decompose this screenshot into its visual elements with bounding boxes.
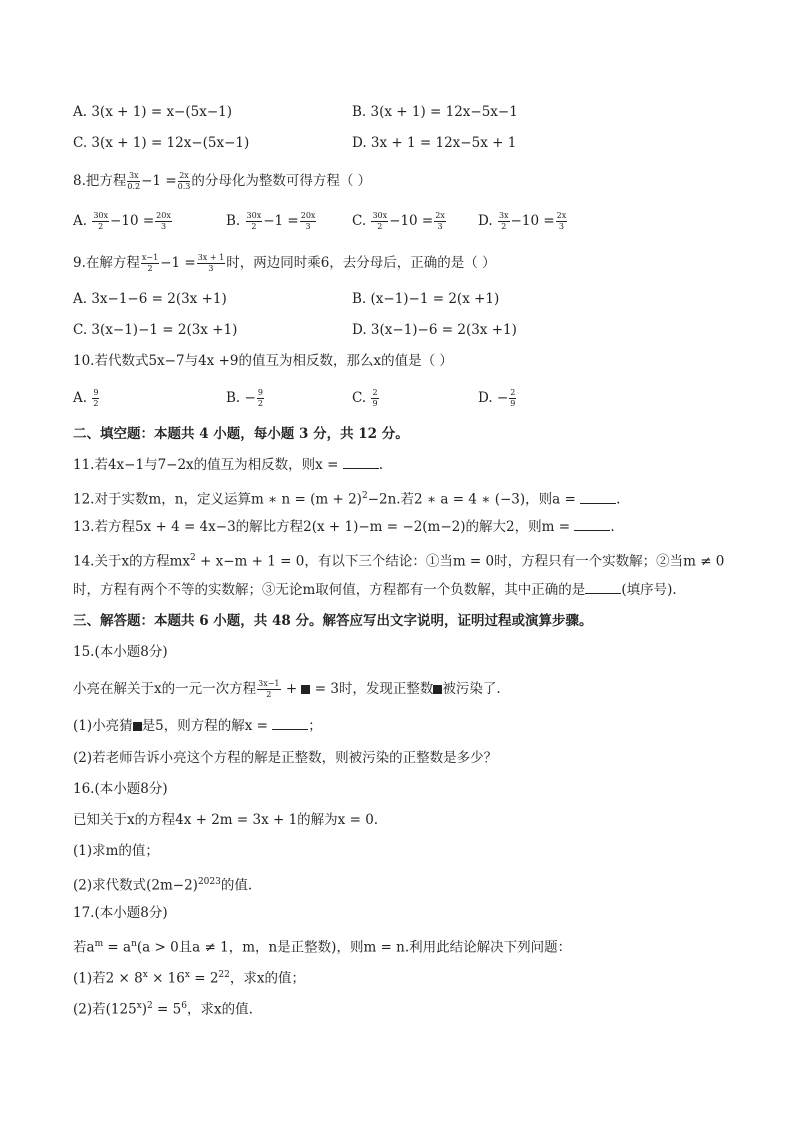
q9-option-c: C. 3(x−1)−1 = 2(3x +1) [73, 322, 238, 338]
q9-stem: 9.在解方程 $\frac{x-1}{2}$ −1 = $\frac{3x + 1}{3}$ 时，两边同时乘6，去分母后，正确的是（ ） [73, 253, 496, 273]
q15-part-2: (2)若老师告诉小亮这个方程的解是正整数，则被污染的正整数是多少？ [73, 750, 498, 766]
q16-stem: 已知关于x的方程4x + 2m = 3x + 1的解为x = 0. [73, 812, 379, 828]
q16-part-1: (1)求m的值； [73, 843, 159, 859]
q14-blank[interactable] [585, 581, 621, 594]
q8-option-c: C. $\frac{30x}{2}$ −10 = $\frac{2x}{3}$ [352, 211, 445, 231]
q9-option-b: B. (x−1)−1 = 2(x +1) [352, 291, 500, 307]
q13: 13.若方程5x + 4 = 4x−3的解比方程2(x + 1)−m = −2(m−2)的解大2，则m = . [73, 519, 615, 535]
q17-part-1: (1)若$2 \times 8^x \times 16^x = 2^{22}$，求x的值； [73, 970, 305, 987]
q15-title: 15.(本小题8分) [73, 644, 168, 660]
q12-blank[interactable] [580, 491, 616, 504]
q15-blank[interactable] [272, 717, 308, 730]
q8-fraction-2: $\frac{2x}{0.3}$ [177, 171, 191, 191]
q14-line-2: 时，方程有两个不等的实数解；③无论m取何值，方程都有一个负数解，其中正确的是 (填序号). [73, 582, 677, 598]
q16-title: 16.(本小题8分) [73, 781, 168, 797]
q17-part-2: (2)若$(125^x)^2 = 5^6$，求x的值. [73, 1001, 253, 1018]
q10-option-b: B. − $\frac{9}{2}$ [226, 388, 263, 408]
q17-title: 17.(本小题8分) [73, 905, 168, 921]
q17-stem: 若$a^m = a^n(a > 0$且a ≠ 1，m，n是正整数)，则m = n.利用此结论解决下列问题： [73, 939, 572, 956]
q8-option-b: B. $\frac{30x}{2}$ −1 = $\frac{20x}{3}$ [226, 211, 316, 231]
q7-option-a: A. 3(x + 1) = x−(5x−1) [73, 104, 233, 120]
q13-blank[interactable] [574, 518, 610, 531]
q12: 12.对于实数m，n，定义运算m ∗ $n = (m + 2)^2-2n$.若2 ∗ a = 4 ∗ (−3)，则a = . [73, 491, 621, 508]
q7-option-c: C. 3(x + 1) = 12x−(5x−1) [73, 135, 250, 151]
q9-option-a: A. 3x−1−6 = 2(3x +1) [73, 291, 227, 307]
section-3-heading: 三、解答题：本题共 6 小题，共 48 分。解答应写出文字说明，证明过程或演算步骤。 [73, 613, 593, 629]
section-2-heading: 二、填空题：本题共 4 小题，每小题 3 分，共 12 分。 [73, 426, 409, 442]
q7-option-b: B. 3(x + 1) = 12x−5x−1 [352, 104, 518, 120]
q7-option-d: D. 3x + 1 = 12x−5x + 1 [352, 135, 517, 151]
q15-part-1: (1)小亮猜 是5，则方程的解x = ； [73, 718, 322, 734]
q9-option-d: D. 3(x−1)−6 = 2(3x +1) [352, 322, 517, 338]
q15-stem: 小亮在解关于x的一元一次方程 $\frac{3x-1}{2}$ + = 3时，发现正整数 被污染了. [73, 679, 501, 699]
q10-option-a: A. $\frac{9}{2}$ [73, 388, 99, 408]
q10-stem: 10.若代数式5x−7与4x +9的值互为相反数，那么x的值是（ ） [73, 353, 453, 369]
q8-fraction-1: $\frac{3x}{0.2}$ [127, 171, 141, 191]
q8-stem: 8.把方程 $\frac{3x}{0.2}$ −1 = $\frac{2x}{0.3}$ 的分母化为整数可得方程（ ） [73, 171, 372, 191]
q14-line-1: 14.关于x的方程$mx^2 + x-m + 1 = 0$，有以下三个结论：①当m = 0时，方程只有一个实数解；②当m ≠ 0 [73, 553, 725, 570]
q11: 11.若4x−1与7−2x的值互为相反数，则x = . [73, 457, 383, 473]
q11-blank[interactable] [343, 456, 379, 469]
smudge-square-icon [133, 722, 142, 731]
q10-option-c: C. $\frac{2}{9}$ [352, 388, 378, 408]
q10-option-d: D. − $\frac{2}{9}$ [478, 388, 516, 408]
q8-option-d: D. $\frac{3x}{2}$ −10 = $\frac{2x}{3}$ [478, 211, 567, 231]
q16-part-2: (2)求代数式$(2m-2)^{2023}$的值. [73, 877, 253, 894]
q8-option-a: A. $\frac{30x}{2}$ −10 = $\frac{20x}{3}$ [73, 211, 171, 231]
